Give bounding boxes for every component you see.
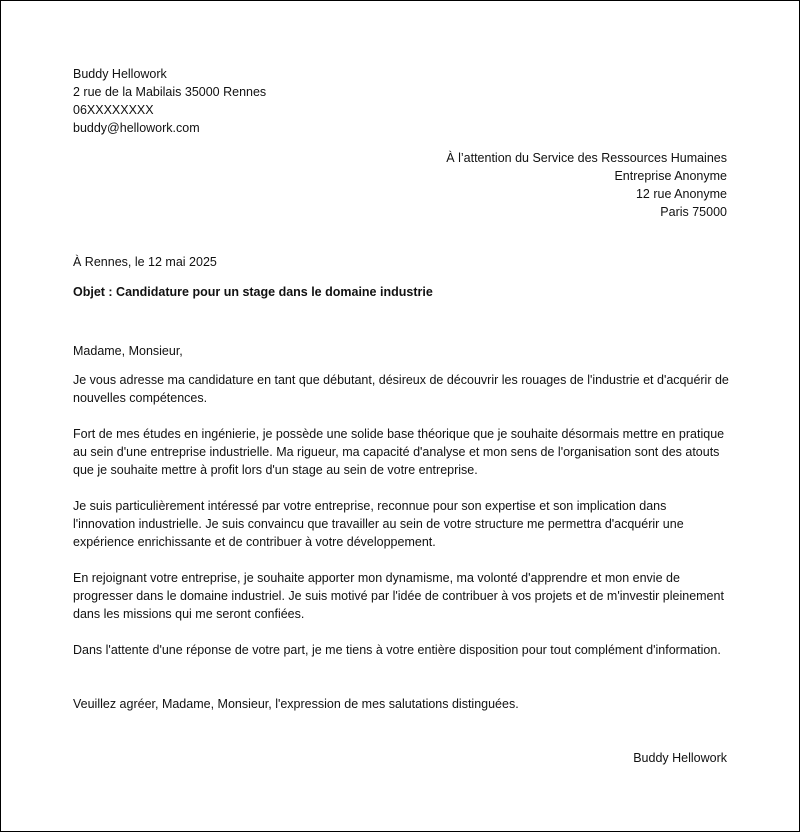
sender-name: Buddy Hellowork	[73, 67, 167, 81]
recipient-block	[307, 149, 727, 221]
paragraph-text: Je suis particulièrement intéressé par votre entreprise, reconnue pour son expertise et son implication dans l'innovation industrielle. Je suis convaincu que travailler au sein de votre structure me permettra d'acquérir une expérience enrichissante et de contribuer à votre développement.	[73, 499, 684, 549]
paragraph-text: Veuillez agréer, Madame, Monsieur, l'expression de mes salutations distinguées.	[73, 697, 519, 711]
sender-phone: 06XXXXXXXX	[73, 103, 154, 117]
paragraph-text: Je vous adresse ma candidature en tant que débutant, désireux de découvrir les rouages de l'industrie et d'acquérir de nouvelles compétences.	[73, 373, 729, 405]
signature: Buddy Hellowork	[633, 751, 727, 765]
paragraph-2	[73, 425, 729, 479]
sender-block	[73, 65, 493, 137]
recipient-street: 12 rue Anonyme	[635, 187, 727, 201]
sender-email: buddy@hellowork.com	[73, 121, 200, 135]
letter-salutation: Madame, Monsieur,	[73, 344, 183, 358]
sender-address: 2 rue de la Mabilais 35000 Rennes	[73, 85, 267, 99]
letter-subject: Objet : Candidature pour un stage dans le domaine industrie	[73, 285, 433, 299]
paragraph-text: En rejoignant votre entreprise, je souhaite apporter mon dynamisme, ma volonté d'apprendre et mon envie de progresser dans le domaine industriel. Je suis motivé par l'idée de contribuer à vos projets et de m'investir pleinement dans les missions qui me seront confiées.	[73, 571, 724, 621]
recipient-attention: À l’attention du Service des Ressources Humaines	[446, 151, 727, 165]
paragraph-4	[73, 569, 729, 623]
recipient-company: Entreprise Anonyme	[614, 169, 727, 183]
paragraph-text: Fort de mes études en ingénierie, je possède une solide base théorique que je souhaite désormais mettre en pratique au sein d'une entreprise industrielle. Ma rigueur, ma capacité d'analyse et mon sens de l'organisation sont des atouts que je souhaite mettre à profit lors d'un stage au sein de votre entreprise.	[73, 427, 725, 477]
paragraph-5	[73, 641, 729, 659]
paragraph-1	[73, 371, 729, 407]
letter-date: À Rennes, le 12 mai 2025	[73, 255, 217, 269]
paragraph-text: Dans l'attente d'une réponse de votre part, je me tiens à votre entière disposition pour tout complément d'information.	[73, 643, 721, 657]
recipient-city: Paris 75000	[660, 205, 727, 219]
closing-formula	[73, 695, 729, 713]
paragraph-3	[73, 497, 729, 551]
